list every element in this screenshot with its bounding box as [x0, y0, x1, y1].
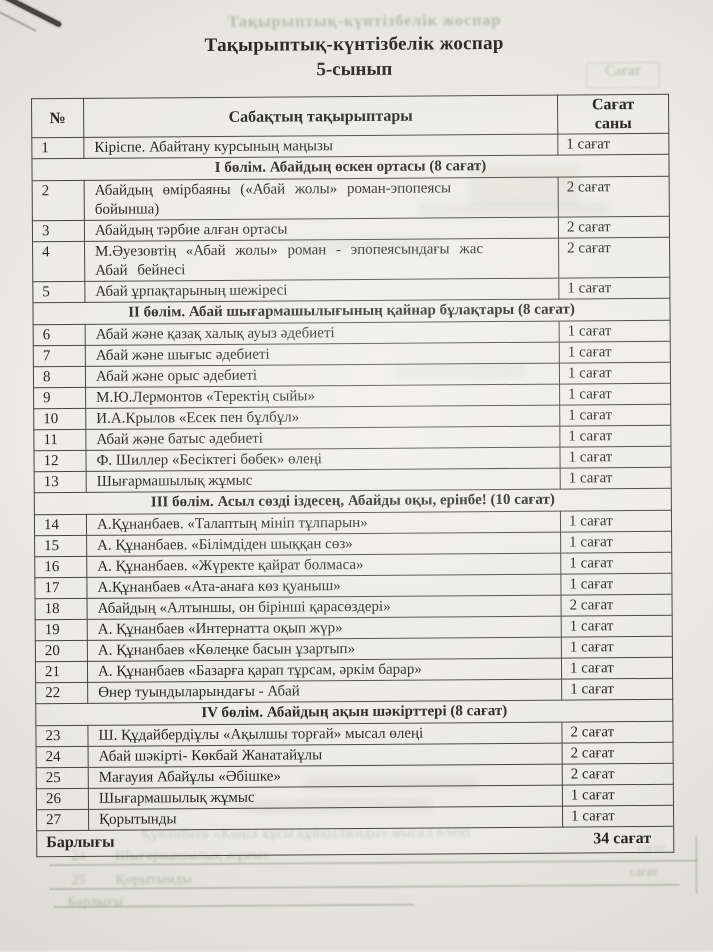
hours-cell: 1 сағат: [561, 615, 672, 637]
topic-cell: Абайдың «Алтыншы, он бірінші қарасөздері»: [87, 595, 561, 619]
topic-cell: Абай ұрпақтарының шежіресі: [85, 278, 559, 302]
hours-cell: 1 сағат: [562, 784, 673, 806]
topic-cell: А.Құнанбаев «Ата-анаға көз қуаныш»: [87, 574, 561, 598]
section-title: І бөлім. Абайдың өскен ортасы (8 сағат): [32, 154, 669, 180]
num-cell: 25: [36, 767, 88, 788]
header-hours-line2: саны: [594, 115, 632, 133]
topic-cell: Шығармашылық жұмыс: [86, 468, 560, 492]
page-title: Тақырыптық-күнтізбелік жоспар: [204, 32, 504, 57]
hours-cell: 1 сағат: [560, 510, 671, 532]
num-cell: 1: [32, 137, 84, 158]
topic-cell: Өнер туындыларындағы - Абай: [88, 679, 562, 703]
hours-cell: 2 сағат: [562, 721, 673, 743]
topic-cell: А. Құнанбаев «Интернатта оқып жүр»: [87, 616, 561, 640]
num-cell: 15: [35, 535, 87, 556]
topic-cell: А.Құнанбаев. «Талаптың мініп тұлпарын»: [86, 511, 560, 535]
topic-cell: М.Әуезовтің «Абай жолы» роман - эпопеясындағы жас Абай бейнесі: [85, 238, 559, 281]
hours-cell: 1 сағат: [562, 805, 673, 827]
hours-cell: 2 сағат: [558, 176, 669, 217]
table-header: [32, 94, 669, 137]
hours-cell: 1 сағат: [562, 678, 673, 700]
bleedthrough-rule: [50, 884, 680, 890]
bleedthrough-row-number: 25: [71, 872, 86, 889]
section-title: ІІ бөлім. Абай шығармашылығының қайнар бұлақтары (8 сағат): [33, 298, 670, 324]
bleedthrough-hours-header: Сағат: [586, 62, 660, 89]
hours-cell: 1 сағат: [560, 383, 671, 405]
header-hours: [558, 94, 669, 134]
page-subtitle: 5-сынып: [316, 58, 393, 81]
header-row: [32, 94, 669, 137]
num-cell: 24: [36, 746, 88, 767]
topic-cell: Шығармашылық жұмыс: [88, 785, 562, 809]
section-title: ІІІ бөлім. Асыл сөзді іздесең, Абайды оқы, ерінбе! (10 сағат): [34, 488, 671, 514]
hours-cell: 1 сағат: [561, 657, 672, 679]
num-cell: 11: [34, 429, 86, 450]
bleedthrough-rule: [49, 860, 697, 866]
num-cell: 17: [35, 577, 87, 598]
bleedthrough-rule: [695, 836, 697, 894]
num-cell: 13: [34, 471, 86, 492]
topic-cell: Кіріспе. Абайтану курсының маңызы: [84, 134, 558, 158]
bleedthrough-hours-fragment: сағат: [637, 839, 666, 856]
hours-cell: 1 сағат: [561, 552, 672, 574]
num-cell: 27: [36, 809, 88, 830]
header-number: №: [32, 98, 84, 137]
topic-cell: Ф. Шиллер «Бесіктегі бөбек» өлеңі: [86, 447, 560, 471]
hours-cell: 1 сағат: [559, 362, 670, 384]
topic-cell: Ш. Құдайбердіұлы «Ақылшы торғай» мысал өлеңі: [88, 722, 562, 746]
hours-cell: 1 сағат: [560, 446, 671, 468]
bleedthrough-row-text: Шығармашылық жұмыс: [115, 847, 270, 864]
lesson-rows: [32, 133, 674, 830]
lesson-plan-table: [31, 94, 674, 857]
num-cell: 21: [35, 661, 87, 682]
total-cell: [37, 826, 674, 856]
num-cell: 6: [33, 324, 85, 345]
num-cell: 14: [34, 514, 86, 535]
topic-cell: А. Құнанбаев. «Жүректе қайрат болмаса»: [87, 553, 561, 577]
num-cell: 4: [33, 241, 85, 281]
total-label: Барлығы: [46, 833, 115, 852]
num-cell: 23: [36, 725, 88, 746]
hours-cell: 1 сағат: [560, 425, 671, 447]
topic-cell: И.А.Крылов «Есек пен бұлбұл»: [86, 405, 560, 429]
hours-cell: 1 сағат: [561, 531, 672, 553]
hours-cell: 1 сағат: [559, 320, 670, 342]
topic-cell: Абай және орыс әдебиеті: [85, 363, 559, 387]
num-cell: 22: [36, 682, 88, 703]
hours-cell: 2 сағат: [558, 216, 669, 238]
title-block: [0, 30, 711, 85]
num-cell: 3: [32, 220, 84, 241]
topic-cell: Абайдың тәрбие алған ортасы: [84, 217, 558, 241]
num-cell: 19: [35, 619, 87, 640]
num-cell: 26: [36, 788, 88, 809]
bleedthrough-row-text: Қорытынды: [115, 872, 193, 888]
num-cell: 12: [34, 450, 86, 471]
hours-cell: 2 сағат: [562, 763, 673, 785]
topic-cell: Абайдың өмірбаяны («Абай жолы» роман-эпопеясы бойынша): [84, 177, 558, 220]
bleedthrough-title-text: Тақырыптық-күнтізбелік жоспар: [227, 11, 502, 31]
hours-cell: 1 сағат: [560, 467, 671, 489]
hours-cell: 2 сағат: [561, 594, 672, 616]
bleedthrough-hours-fragment: сағат: [629, 863, 658, 880]
bleedthrough-row-text: Құнанбаев «Көңіл құсы құйқылжиды» мысал өлеңі: [141, 825, 471, 843]
hours-cell: 2 сағат: [562, 742, 673, 764]
hours-cell: 1 сағат: [559, 277, 670, 299]
topic-cell: Абай және батыс әдебиеті: [86, 426, 560, 450]
topic-cell: А. Құнанбаев. «Білімдіден шыққан сөз»: [87, 532, 561, 556]
table-row: [33, 237, 670, 281]
topic-cell: Абай шәкірті- Көкбай Жанатайұлы: [88, 743, 562, 767]
num-cell: 10: [34, 408, 86, 429]
hours-cell: 2 сағат: [559, 237, 670, 278]
topic-cell: Мағауия Абайұлы «Әбішке»: [88, 764, 562, 788]
header-hours-line1: Сағат: [591, 96, 635, 114]
table-row: [32, 176, 669, 220]
num-cell: 5: [33, 281, 85, 302]
hours-cell: 1 сағат: [558, 133, 669, 155]
num-cell: 18: [35, 598, 87, 619]
topic-cell: А. Құнанбаев «Көлеңке басын ұзартып»: [87, 637, 561, 661]
topic-cell: Абай және қазақ халық ауыз әдебиеті: [85, 321, 559, 345]
num-cell: 7: [33, 345, 85, 366]
topic-cell: М.Ю.Лермонтов «Теректің сыйы»: [86, 384, 560, 408]
total-row: [37, 826, 674, 856]
hours-cell: 1 сағат: [561, 573, 672, 595]
num-cell: 20: [35, 640, 87, 661]
total-hours: 34 сағат: [593, 829, 652, 848]
topic-cell: Абай және шығыс әдебиеті: [85, 342, 559, 366]
topic-cell: Қорытынды: [88, 806, 562, 830]
bleedthrough-total-text: Барлығы: [67, 894, 124, 911]
bleedthrough-rule: [54, 904, 414, 908]
topic-cell: А. Құнанбаев «Базарға қарап тұрсам, әркім барар»: [87, 658, 561, 682]
num-cell: 2: [32, 180, 84, 220]
bleedthrough-row-number: 24: [71, 848, 86, 865]
hours-cell: 1 сағат: [559, 341, 670, 363]
table-footer: [37, 826, 674, 856]
num-cell: 9: [34, 387, 86, 408]
num-cell: 8: [33, 366, 85, 387]
num-cell: 16: [35, 556, 87, 577]
section-title: IV бөлім. Абайдың ақын шәкірттері (8 сағат): [36, 699, 673, 725]
header-topic: Сабақтың тақырыптары: [84, 95, 558, 137]
hours-cell: 1 сағат: [560, 404, 671, 426]
hours-cell: 1 сағат: [561, 636, 672, 658]
